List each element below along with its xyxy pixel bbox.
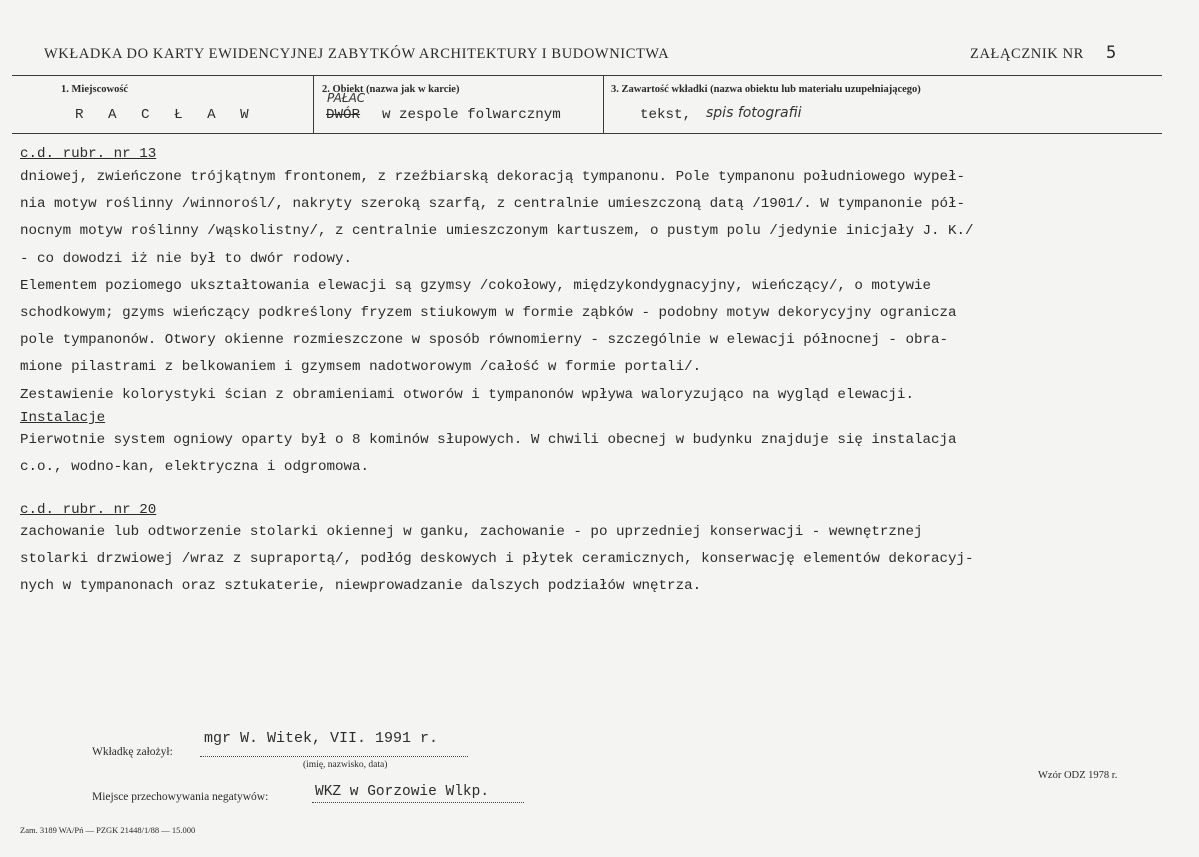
rubr13-text: [20, 164, 974, 409]
text-line: schodkowym; gzyms wieńczący podkreślony fryzem stiukowym w formie ząbków - podobny motyw dekorycyjny ogranicza: [20, 304, 957, 321]
place-value: R A C Ł A W: [75, 107, 257, 123]
form-version: Wzór ODZ 1978 r.: [1038, 770, 1118, 781]
document-title: WKŁADKA DO KARTY EWIDENCYJNEJ ZABYTKÓW ARCHITEKTURY I BUDOWNICTWA: [44, 46, 670, 62]
text-line: nych w tympanonach oraz sztukaterie, niewprowadzanie dalszych podziałów wnętrza.: [20, 578, 702, 595]
text-line: c.o., wodno-kan, elektryczna i odgromowa.: [20, 459, 370, 476]
field-divider-1: [313, 76, 314, 133]
negatives-label: Miejsce przechowywania negatywów:: [92, 791, 269, 803]
content-handwritten-value: spis fotografii: [706, 105, 802, 121]
content-typed-value: tekst,: [640, 107, 692, 123]
author-hint: (imię, nazwisko, data): [303, 760, 388, 770]
text-line: dniowej, zwieńczone trójkątnym frontonem, z rzeźbiarską dekoracją tympanonu. Pole tympanonu południowego wypeł-: [20, 169, 966, 185]
object-value: w zespole folwarcznym: [382, 107, 561, 123]
author-value: mgr W. Witek, VII. 1991 r.: [204, 730, 439, 747]
object-handwritten-correction: PAŁAC: [327, 91, 366, 105]
field-divider-2: [603, 76, 604, 133]
negatives-value: WKZ w Gorzowie Wlkp.: [315, 784, 490, 800]
text-line: Elementem poziomego ukształtowania elewacji są gzymsy /cokołowy, międzykondygnacyjny, wieńczący/, o motywie: [20, 277, 931, 294]
text-line: stolarki drzwiowej /wraz z supraportą/, podłóg deskowych i płytek ceramicznych, konserwację elementów dekoracyj-: [20, 551, 974, 568]
text-line: nia motyw roślinny /winnorośl/, nakryty szeroką szarfą, z centralnie umieszczoną datą /1901/. W tympanonie pół-: [20, 196, 966, 213]
place-label: 1. Miejscowość: [61, 84, 129, 95]
text-line: zachowanie lub odtworzenie stolarki okiennej w ganku, zachowanie - po uprzedniej konserwacji - wewnętrznej: [20, 524, 923, 540]
rubr20-heading: c.d. rubr. nr 20: [20, 502, 157, 518]
object-label: 2. Obiekt (nazwa jak w karcie): [322, 84, 460, 95]
print-info: Zam. 3189 WA/Pń — PZGK 21448/1/88 — 15.000: [20, 825, 196, 835]
annex-label: ZAŁĄCZNIK NR: [970, 46, 1084, 62]
instalacje-text: [20, 427, 957, 481]
author-label: Wkładkę założył:: [92, 746, 173, 758]
content-label: 3. Zawartość wkładki (nazwa obiektu lub materiału uzupełniającego): [611, 84, 921, 95]
rubr20-text: [20, 519, 974, 601]
text-line: Pierwotnie system ogniowy oparty był o 8 kominów słupowych. W chwili obecnej w budynku znajduje się instalacja: [20, 432, 957, 448]
fields-bottom-rule: [12, 133, 1162, 134]
text-line: Zestawienie kolorystyki ścian z obramieniami otworów i tympanonów wpływa waloryzująco na wygląd elewacji.: [20, 386, 914, 403]
text-line: pole tympanonów. Otwory okienne rozmieszczone w sposób równomierny - szczególnie w elewacji północnej - obra-: [20, 332, 949, 349]
text-line: - co dowodzi iż nie był to dwór rodowy.: [20, 250, 353, 267]
rubr13-heading: c.d. rubr. nr 13: [20, 146, 157, 162]
header-rule: [12, 75, 1162, 76]
object-struck-text: DWÓR: [326, 107, 361, 123]
text-line: nocnym motyw roślinny /wąskolistny/, z centralnie umieszczonym kartuszem, o pustym polu /jedynie inicjały J. K./: [20, 223, 974, 240]
author-dotted-line: [200, 756, 468, 757]
negatives-dotted-line: [312, 802, 524, 803]
annex-number: 5: [1106, 43, 1117, 63]
text-line: mione pilastrami z belkowaniem i gzymsem nadotworowym /całość w formie portali/.: [20, 359, 702, 376]
instalacje-heading: Instalacje: [20, 410, 106, 426]
